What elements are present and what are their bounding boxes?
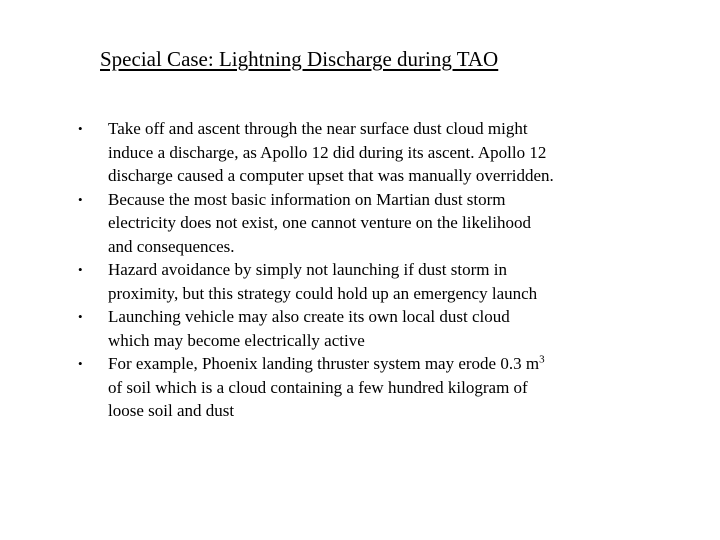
- bullet-line: of soil which is a cloud containing a few hundred kilogram of: [108, 377, 528, 397]
- bullet-item-martian-electricity: [78, 188, 638, 259]
- bullet-list: [78, 117, 638, 423]
- bullet-item-hazard-avoidance: [78, 258, 638, 305]
- bullet-line: Take off and ascent through the near surface dust cloud might: [108, 119, 528, 138]
- bullet-line: induce a discharge, as Apollo 12 did during its ascent. Apollo 12: [108, 142, 547, 162]
- bullet-icon: •: [78, 309, 83, 324]
- bullet-line-text: For example, Phoenix landing thruster system may erode 0.3 m: [108, 354, 540, 373]
- bullet-line: Launching vehicle may also create its own local dust cloud: [108, 307, 510, 326]
- bullet-line: loose soil and dust: [108, 401, 235, 420]
- bullet-line: Because the most basic information on Martian dust storm: [108, 189, 506, 209]
- bullet-icon: •: [78, 121, 83, 136]
- bullet-line: and consequences.: [108, 236, 235, 256]
- bullet-item-phoenix-example: [78, 352, 638, 423]
- bullet-line: proximity, but this strategy could hold up an emergency launch: [108, 283, 538, 303]
- bullet-icon: •: [78, 262, 83, 277]
- superscript-exponent: 3: [539, 353, 545, 366]
- bullet-line: electricity does not exist, one cannot venture on the likelihood: [108, 213, 531, 232]
- bullet-line: [108, 352, 638, 376]
- slide-title: Special Case: Lightning Discharge during TAO: [100, 47, 499, 71]
- bullet-item-local-dust-cloud: [78, 305, 638, 352]
- bullet-line: discharge caused a computer upset that was manually overridden.: [108, 166, 554, 185]
- bullet-line: which may become electrically active: [108, 330, 365, 350]
- bullet-line: Hazard avoidance by simply not launching if dust storm in: [108, 260, 507, 279]
- bullet-icon: •: [78, 356, 83, 371]
- bullet-item-apollo-discharge: [78, 117, 638, 188]
- bullet-icon: •: [78, 191, 83, 207]
